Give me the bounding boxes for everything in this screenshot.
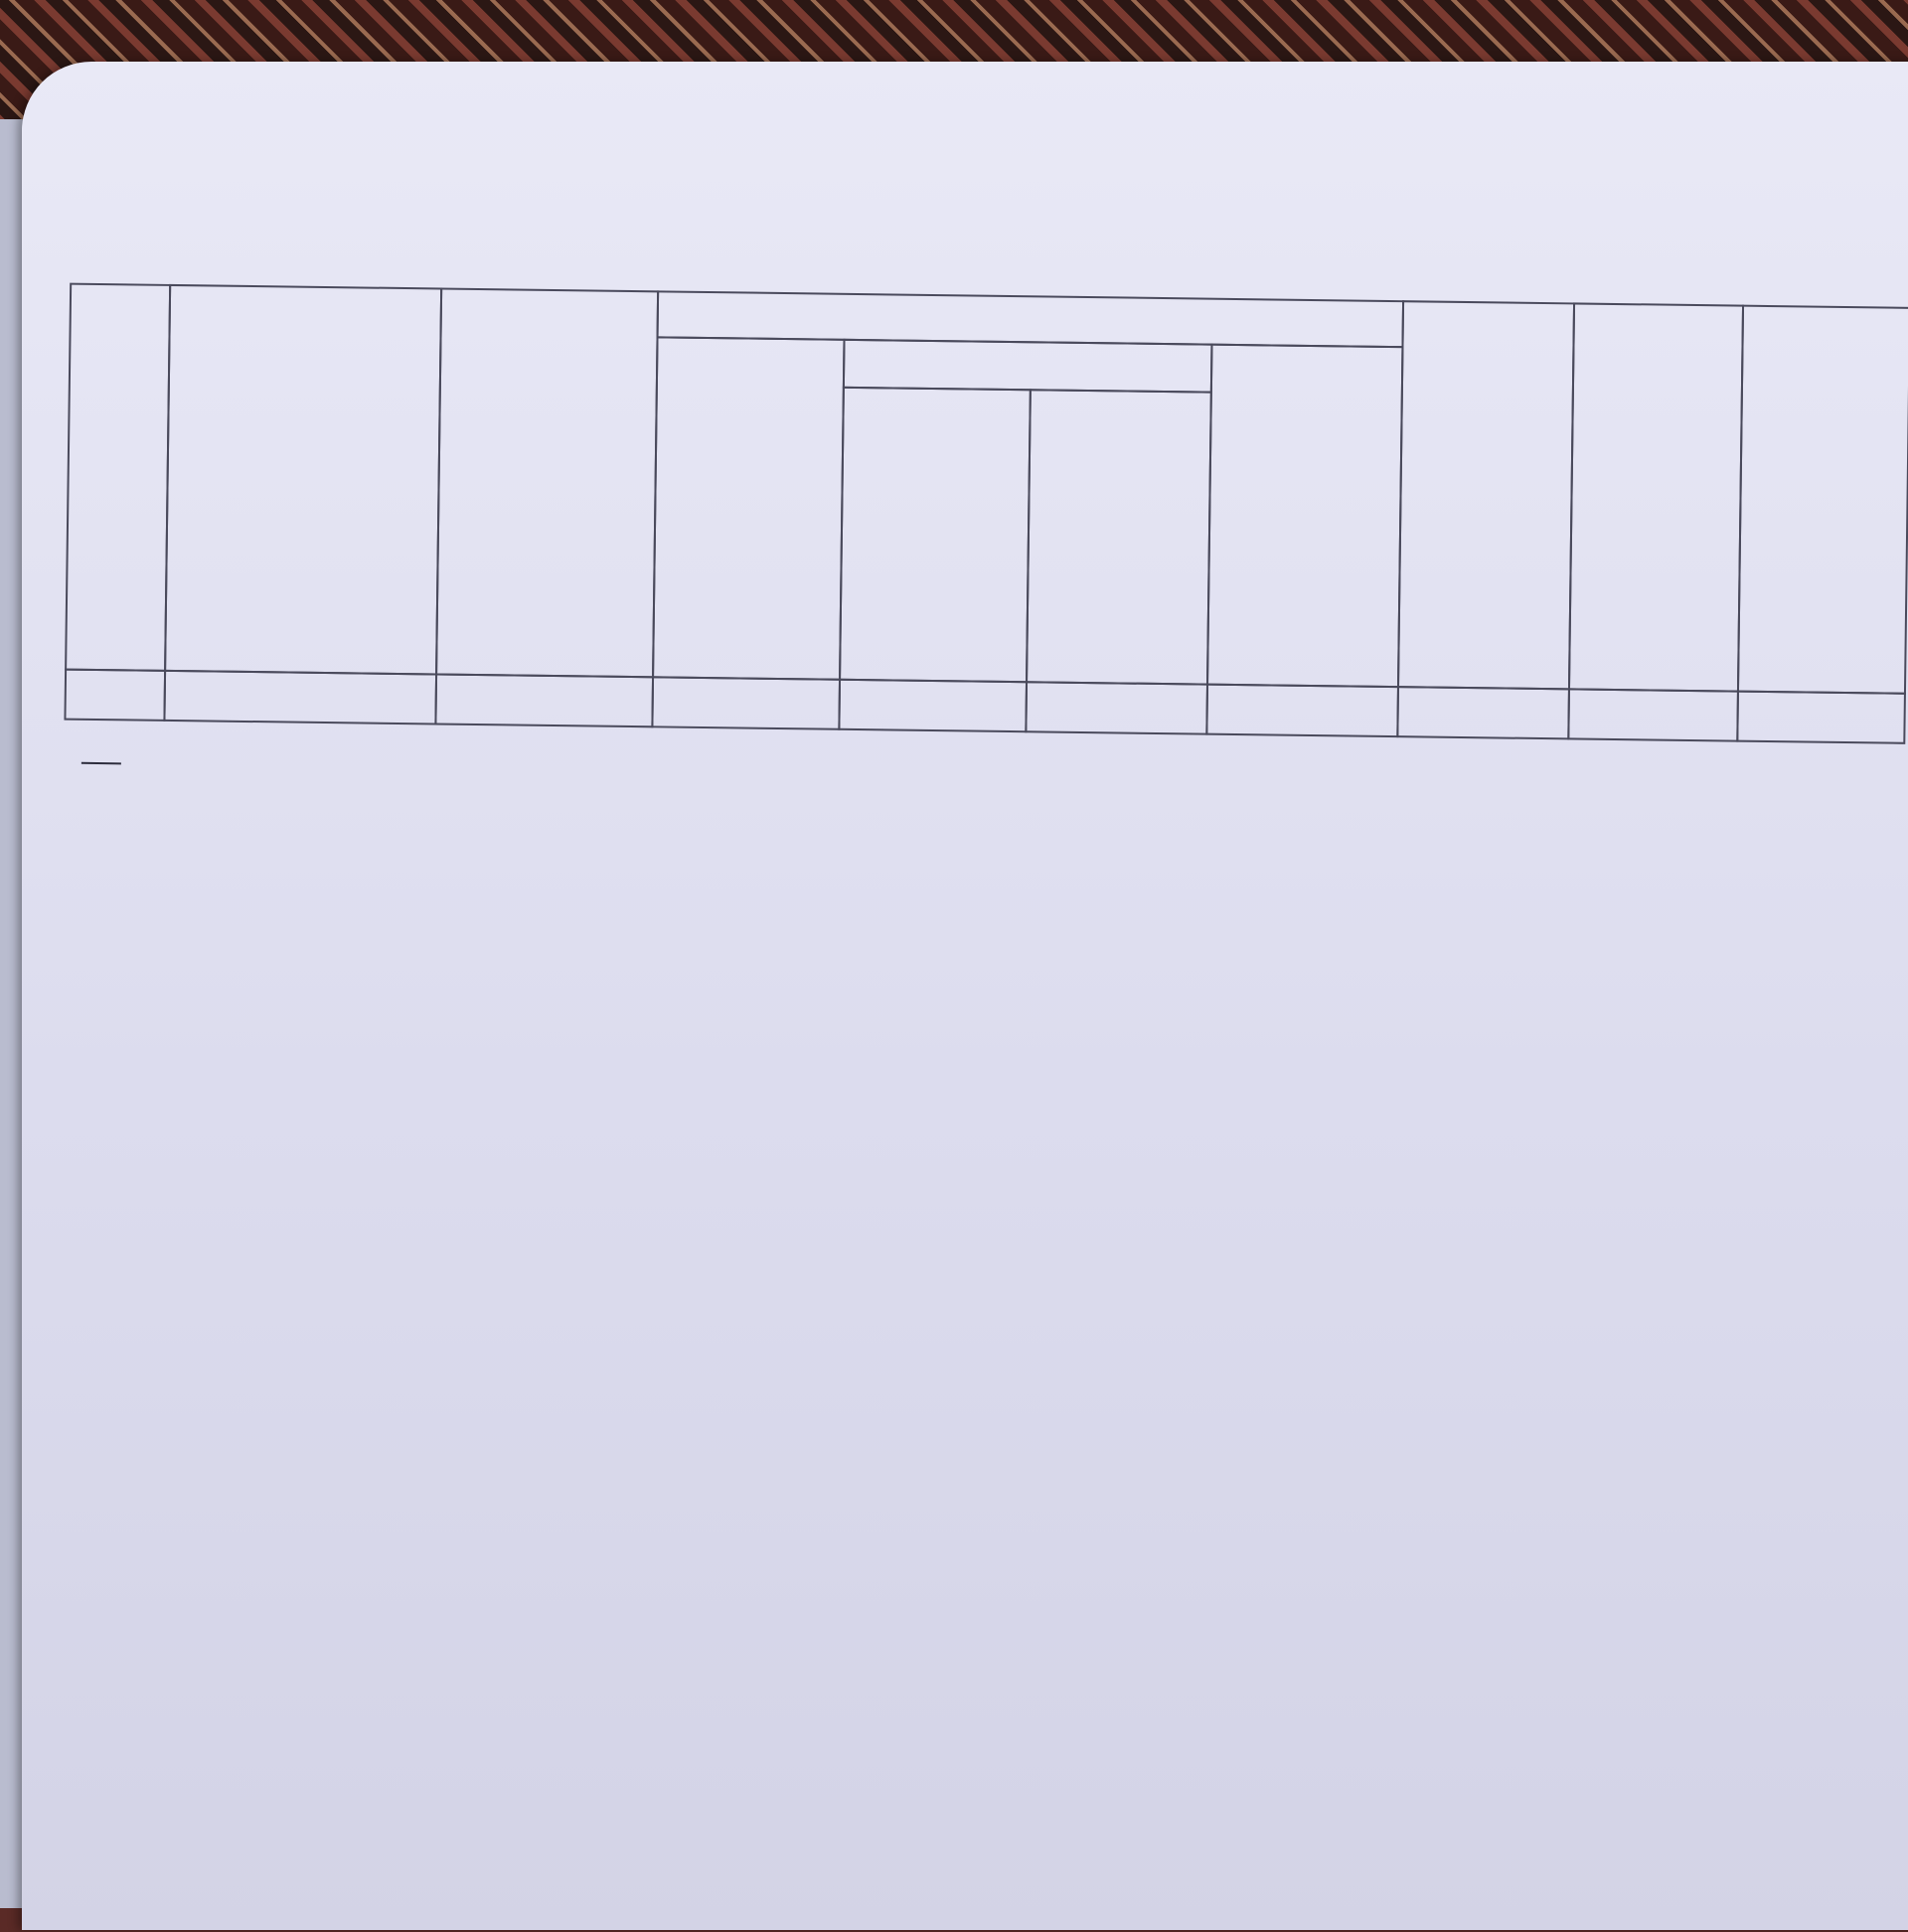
header-total-area: [435, 287, 659, 678]
column-number: [1396, 686, 1570, 739]
column-number: [64, 669, 166, 722]
column-number: [1736, 691, 1906, 744]
header-unauthorized-area: [1568, 302, 1744, 692]
header-room-number: [65, 283, 171, 672]
apartment-number-blank: [81, 728, 121, 765]
column-number: [1567, 688, 1739, 741]
header-useful-area: [652, 336, 845, 680]
column-number: [651, 676, 841, 729]
section-label: [72, 728, 121, 765]
column-number: [163, 670, 437, 725]
column-number: [434, 673, 654, 727]
header-notes: [1737, 305, 1908, 695]
header-auxiliary-area: [1026, 389, 1212, 685]
column-number: [1025, 681, 1208, 734]
header-living-area: [839, 387, 1032, 683]
header-of-which: [843, 339, 1213, 394]
column-number: [838, 679, 1028, 732]
column-number: [1205, 684, 1399, 738]
header-purpose: [164, 284, 442, 676]
header-balcony-area: [1206, 344, 1403, 689]
header-room-height: [1397, 300, 1575, 690]
